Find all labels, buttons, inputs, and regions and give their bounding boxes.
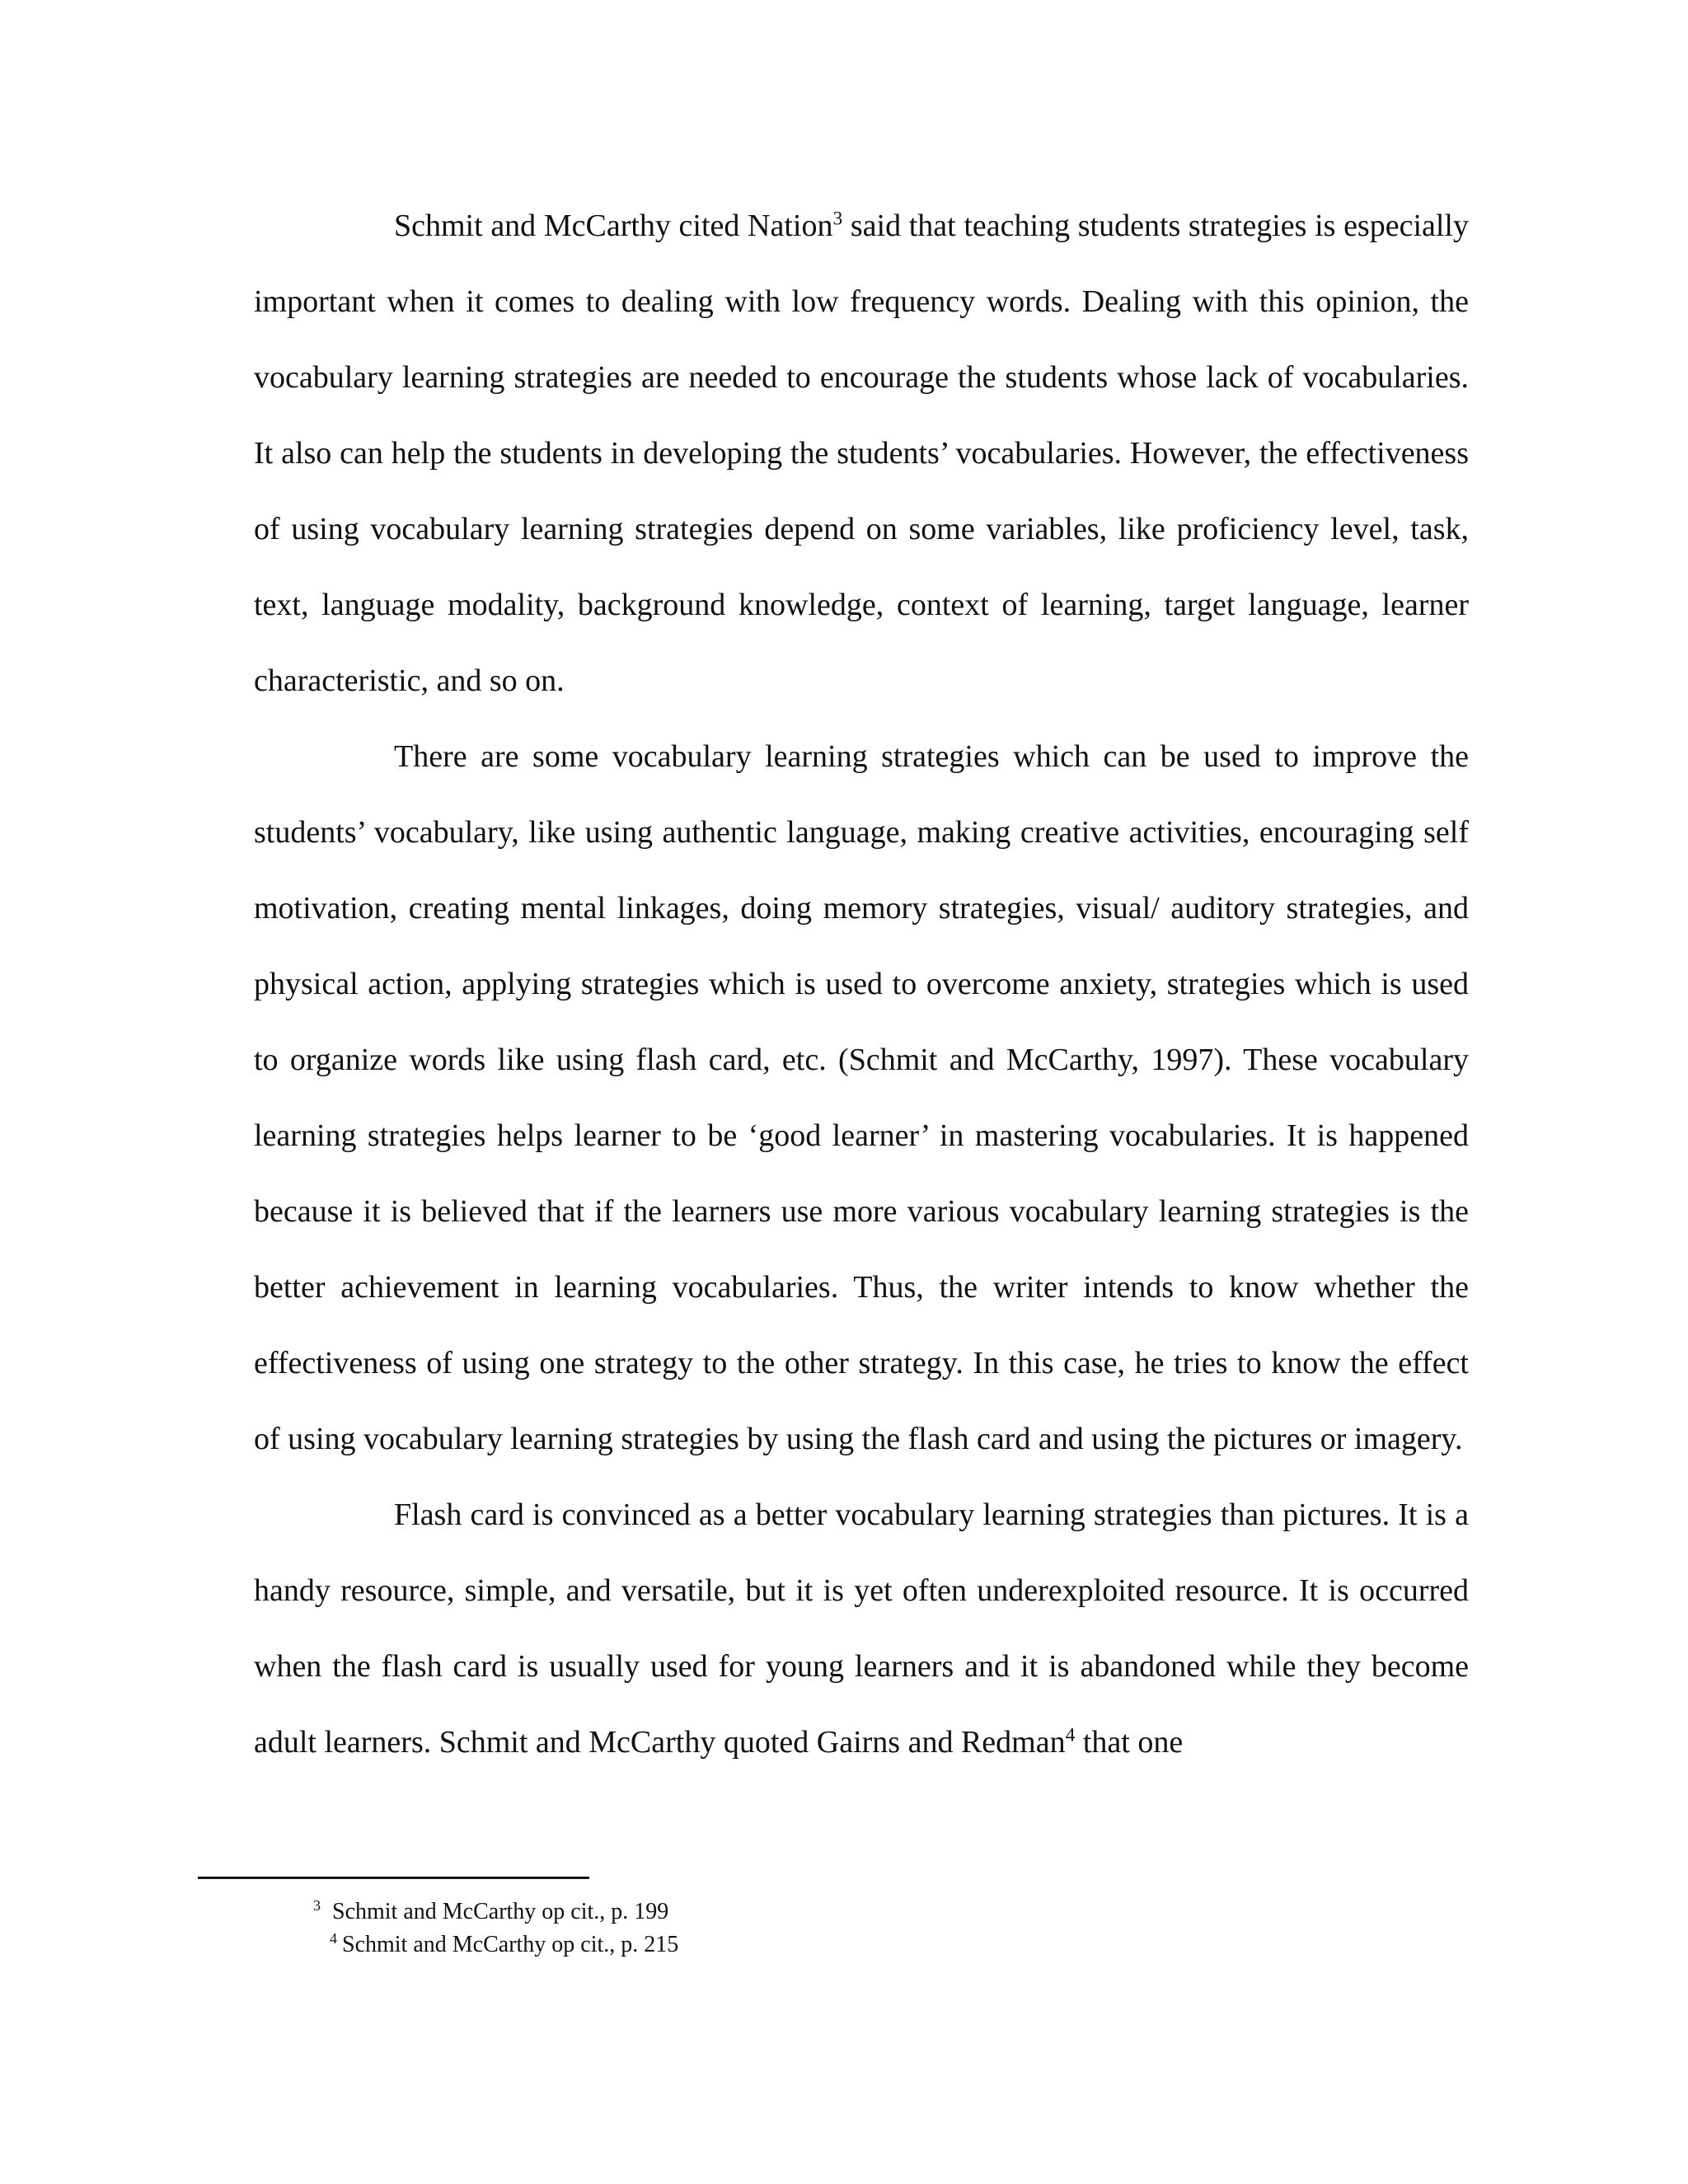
footnote-ref-3: 3 — [832, 208, 843, 230]
paragraph-1-text-start: Schmit and McCarthy cited Nation — [394, 209, 833, 243]
paragraph-1-text-end: said that teaching students strategies is especially important when it comes to dealing with low frequency words. Dealing with this opinion, the vocabulary learning strategies are needed to encourage the students whose lack of vocabularies. It also can help the students in developing the students’ vocabularies. However, the effectiveness of using vocabulary learning strategies depend on some variables, like proficiency level, task, text, language modality, background knowledge, context of learning, target language, learner characteristic, and so on. — [254, 209, 1469, 698]
body-text — [254, 188, 1469, 1780]
paragraph-1 — [254, 188, 1469, 719]
footnote-text: Schmit and McCarthy op cit., p. 199 — [332, 1899, 669, 1924]
paragraph-3 — [254, 1477, 1469, 1780]
footnote-ref-4: 4 — [1065, 1724, 1076, 1746]
paragraph-3-text-end: that one — [1075, 1725, 1184, 1760]
paragraph-2: There are some vocabulary learning strategies which can be used to improve the students’ vocabulary, like using authentic language, making creative activities, encouraging self motivation, creating mental linkages, doing memory strategies, visual/ auditory strategies, and physical action, applying strategies which is used to overcome anxiety, strategies which is used to organize words like using flash card, etc. (Schmit and McCarthy, 1997). These vocabulary learning strategies helps learner to be ‘good learner’ in mastering vocabularies. It is happened because it is believed that if the learners use more various vocabulary learning strategies is the better achievement in learning vocabularies. Thus, the writer intends to know whether the effectiveness of using one strategy to the other strategy. In this case, he tries to know the effect of using vocabulary learning strategies by using the flash card and using the pictures or imagery. — [254, 739, 1469, 1456]
footnote-3: 3 Schmit and McCarthy op cit., p. 199 — [313, 1896, 669, 1924]
footnote-text: Schmit and McCarthy op cit., p. 215 — [342, 1932, 679, 1957]
paragraph-3-text-start: Flash card is convinced as a better vocabulary learning strategies than pictures. It is a handy resource, simple, and versatile, but it is yet often underexploited resource. It is occurred when the flash card is usually used for young learners and it is abandoned while they become adult learners. Schmit and McCarthy quoted Gairns and Redman — [254, 1497, 1469, 1760]
footnote-separator — [198, 1877, 589, 1879]
footnotes — [313, 1896, 1302, 1961]
footnote-4: 4 Schmit and McCarthy op cit., p. 215 — [330, 1929, 679, 1957]
